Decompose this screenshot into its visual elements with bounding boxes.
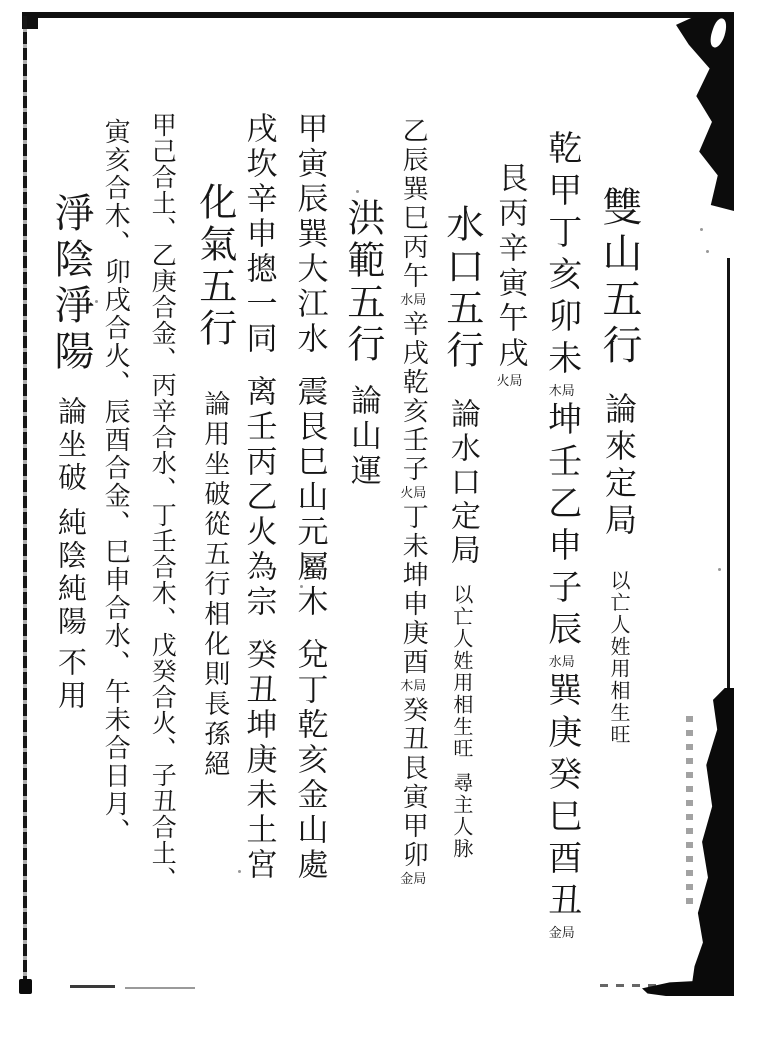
scan-artifact-top-border	[22, 12, 734, 18]
group-text: 乙辰巽巳丙午	[398, 117, 429, 291]
group-text: 癸丑艮寅甲卯	[398, 696, 429, 870]
section-subtitle: 論水口定局	[444, 398, 480, 568]
verse-line: 离壬丙乙火為宗	[240, 375, 277, 620]
column-shuangshan-group-fire	[494, 162, 526, 391]
element-annotation: 木局	[400, 679, 427, 694]
element-annotation: 金局	[548, 926, 575, 941]
element-annotation: 木局	[548, 384, 575, 399]
group-text: 巽庚癸巳酉丑	[541, 672, 582, 924]
group-text: 艮丙辛寅午戌	[492, 162, 528, 372]
section-note: 以亡人姓用相生旺	[449, 584, 474, 760]
scan-artifact-left-bottom-blob	[19, 979, 32, 994]
verse-line: 震艮巳山元屬木	[291, 375, 328, 620]
section-title: 淨陰淨陽	[48, 192, 94, 376]
column-shuangshan-heading	[598, 186, 640, 746]
element-annotation: 水局	[400, 293, 427, 308]
element-annotation: 火局	[496, 374, 523, 389]
scan-speck	[356, 190, 359, 193]
element-annotation: 金局	[400, 872, 427, 887]
scan-artifact-top-right-blob	[676, 13, 734, 211]
section-note: 尋主人脉	[449, 772, 474, 860]
scan-speck	[706, 250, 709, 253]
verse-line: 癸丑坤庚未土宮	[240, 638, 277, 883]
section-subtitle: 論山運	[344, 384, 381, 489]
column-jingyin-heading	[50, 192, 92, 713]
pairs-text: 寅亥合木、卯戌合火、辰酉合金、巳申合水、午未合日月、	[100, 118, 131, 846]
scan-speck	[718, 568, 721, 571]
scan-artifact-right-band	[692, 688, 734, 984]
group-text: 丁未坤申庚酉	[398, 503, 429, 677]
scan-artifact-left-border	[23, 16, 27, 986]
column-hongfan-verse-left	[242, 112, 275, 883]
section-title: 洪範五行	[340, 198, 385, 366]
scan-speck	[95, 300, 98, 303]
element-annotation: 火局	[400, 486, 427, 501]
section-line: 不用	[54, 647, 88, 713]
section-title: 化氣五行	[192, 182, 237, 350]
section-subtitle: 論用坐破從五行相化則長孫絕	[199, 390, 230, 780]
pairs-text: 甲己合土、乙庚合金、丙辛合水、丁壬合木、戊癸合火、子丑合土、	[148, 112, 178, 892]
group-text: 坤壬乙申子辰	[541, 401, 582, 653]
scan-speck	[700, 228, 703, 231]
scan-artifact-right-edge-line	[727, 258, 730, 708]
scan-artifact-right-band-speckle	[686, 716, 693, 906]
section-subtitle: 論來定局	[600, 392, 638, 540]
column-shuangshan-groups	[541, 130, 582, 943]
verse-line: 戌坎辛申摠一同	[240, 112, 277, 357]
column-hongfan-verse-right	[293, 112, 326, 883]
column-huaqi-heading	[192, 182, 237, 780]
column-huaqi-stem-pairs	[148, 112, 178, 892]
column-shuikou-groups	[398, 117, 429, 889]
verse-line: 兌丁乾亥金山處	[291, 638, 328, 883]
column-hongfan-heading	[340, 198, 385, 489]
scan-artifact-bottom-right-strip	[642, 979, 734, 996]
verse-line: 甲寅辰巽大江水	[291, 112, 328, 357]
column-shuikou-heading	[439, 204, 484, 860]
scan-artifact-bottom-dash	[70, 985, 115, 988]
group-text: 乾甲丁亥卯未	[541, 130, 582, 382]
column-huaqi-branch-pairs	[100, 118, 131, 846]
scan-artifact-bottom-dash	[125, 987, 195, 989]
section-title: 水口五行	[439, 204, 484, 372]
section-note: 以亡人姓用相生旺	[607, 570, 631, 746]
section-title: 雙山五行	[596, 186, 642, 370]
group-text: 辛戌乾亥壬子	[398, 310, 429, 484]
section-line: 純陰純陽	[54, 507, 88, 639]
element-annotation: 水局	[548, 655, 575, 670]
section-subtitle: 論坐破	[54, 396, 88, 495]
